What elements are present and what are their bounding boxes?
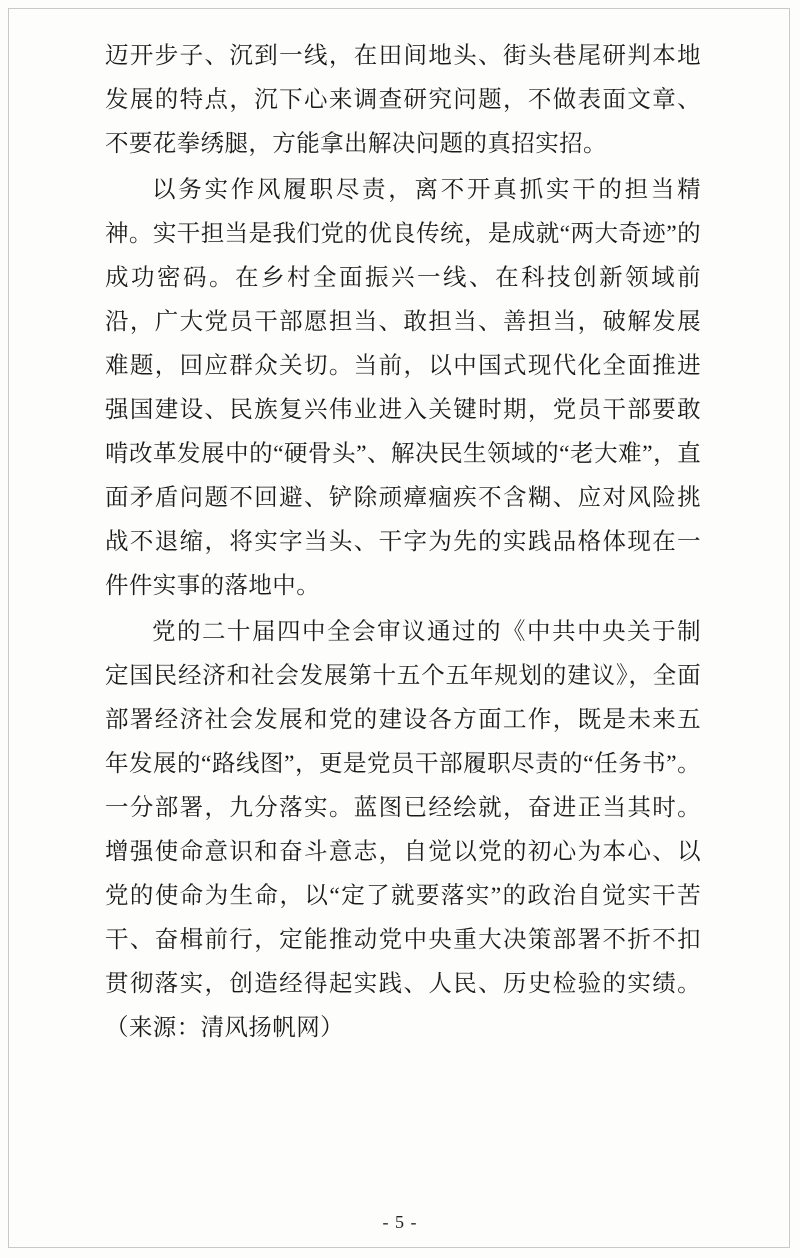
paragraph-2: 以务实作风履职尽责，离不开真抓实干的担当精神。实干担当是我们党的优良传统，是成就“两大奇迹”的成功密码。在乡村全面振兴一线、在科技创新领域前沿，广大党员干部愿担当、敢担当、善担当，破解发展难题，回应群众关切。当前，以中国式现代化全面推进强国建设、民族复兴伟业进入关键时期，党员干部要敢啃改革发展中的“硬骨头”、解决民生领域的“老大难”，直面矛盾问题不回避、铲除顽瘴痼疾不含糊、应对风险挑战不退缩，将实字当头、干字为先的实践品格体现在一件件实事的落地中。 (105, 177, 701, 599)
page-body (105, 34, 701, 1050)
paragraph-3: 党的二十届四中全会审议通过的《中共中央关于制定国民经济和社会发展第十五个五年规划的建议》，全面部署经济社会发展和党的建设各方面工作，既是未来五年发展的“路线图”，更是党员干部履职尽责的“任务书”。一分部署，九分落实。蓝图已经绘就，奋进正当其时。增强使命意识和奋斗意志，自觉以党的初心为本心、以党的使命为生命，以“定了就要落实”的政治自觉实干苦干、奋楫前行，定能推动党中央重大决策部署不折不扣贯彻落实，创造经得起实践、人民、历史检验的实绩。（来源：清风扬帆网） (105, 619, 701, 1041)
paragraph-1: 迈开步子、沉到一线，在田间地头、街头巷尾研判本地发展的特点，沉下心来调查研究问题，不做表面文章、不要花拳绣腿，方能拿出解决问题的真招实招。 (105, 43, 701, 157)
page-number: - 5 - (382, 1212, 418, 1232)
